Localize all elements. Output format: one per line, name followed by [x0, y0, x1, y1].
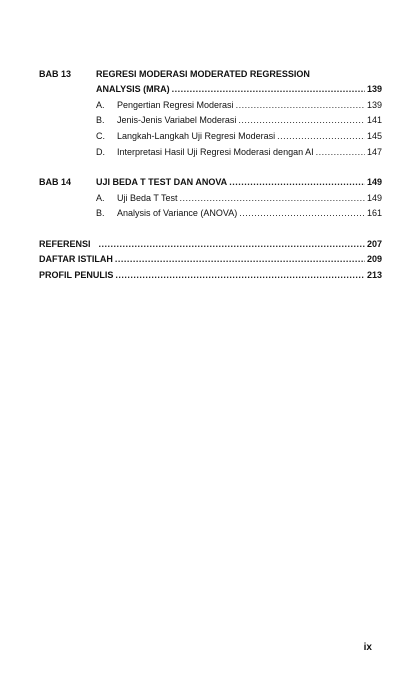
- toc-entry-13c[interactable]: [117, 131, 382, 142]
- toc-entry-profil-penulis[interactable]: [39, 270, 382, 281]
- section-title: DAFTAR ISTILAH: [39, 254, 113, 264]
- page-ref: 213: [366, 270, 382, 280]
- page-ref: 209: [366, 254, 382, 264]
- leader-dots: [115, 270, 365, 281]
- item-letter: D.: [96, 147, 105, 157]
- item-title: Uji Beda T Test: [117, 193, 178, 203]
- toc-entry-13b[interactable]: [117, 115, 382, 126]
- page-ref: 149: [366, 177, 382, 187]
- toc-entry-bab13[interactable]: [96, 84, 382, 95]
- leader-dots: [229, 177, 365, 188]
- item-title: Jenis-Jenis Variabel Moderasi: [117, 115, 237, 125]
- toc-entry-13a[interactable]: [117, 100, 382, 111]
- section-title: PROFIL PENULIS: [39, 270, 114, 280]
- item-title: Langkah-Langkah Uji Regresi Moderasi: [117, 131, 276, 141]
- page-ref: 145: [366, 131, 382, 141]
- chapter-title-13-line2: ANALYSIS (MRA): [96, 84, 170, 94]
- toc-entry-14b[interactable]: [117, 208, 382, 219]
- item-letter: A.: [96, 193, 105, 203]
- page-ref: 139: [366, 84, 382, 94]
- page-ref: 149: [366, 193, 382, 203]
- item-letter: B.: [96, 208, 105, 218]
- toc-entry-daftar-istilah[interactable]: [39, 254, 382, 265]
- item-letter: C.: [96, 131, 105, 141]
- page-ref: 147: [366, 147, 382, 157]
- chapter-label-13: BAB 13: [39, 69, 72, 79]
- leader-dots: [239, 208, 365, 219]
- toc-entry-bab14[interactable]: [96, 177, 382, 188]
- item-letter: A.: [96, 100, 105, 110]
- leader-dots: [172, 84, 365, 95]
- leader-dots: [238, 115, 365, 126]
- page-ref: 141: [366, 115, 382, 125]
- toc-entry-14a[interactable]: [117, 193, 382, 204]
- item-title: Pengertian Regresi Moderasi: [117, 100, 234, 110]
- toc-entry-referensi[interactable]: [39, 239, 382, 250]
- leader-dots: [316, 147, 365, 158]
- leader-dots: [99, 239, 365, 250]
- chapter-title-14: UJI BEDA T TEST DAN ANOVA: [96, 177, 228, 187]
- section-title: REFERENSI: [39, 239, 91, 249]
- leader-dots: [115, 254, 365, 265]
- leader-dots: [180, 193, 365, 204]
- leader-dots: [277, 131, 365, 142]
- leader-dots: [236, 100, 365, 111]
- page-ref: 161: [366, 208, 382, 218]
- item-letter: B.: [96, 115, 105, 125]
- chapter-label-14: BAB 14: [39, 177, 72, 187]
- chapter-title-13-line1: REGRESI MODERASI MODERATED REGRESSION: [96, 69, 310, 79]
- item-title: Analysis of Variance (ANOVA): [117, 208, 238, 218]
- item-title: Interpretasi Hasil Uji Regresi Moderasi dengan AI: [117, 147, 314, 157]
- page-ref: 207: [366, 239, 382, 249]
- toc-entry-13d[interactable]: [117, 147, 382, 158]
- page-ref: 139: [366, 100, 382, 110]
- page-number: ix: [363, 642, 372, 653]
